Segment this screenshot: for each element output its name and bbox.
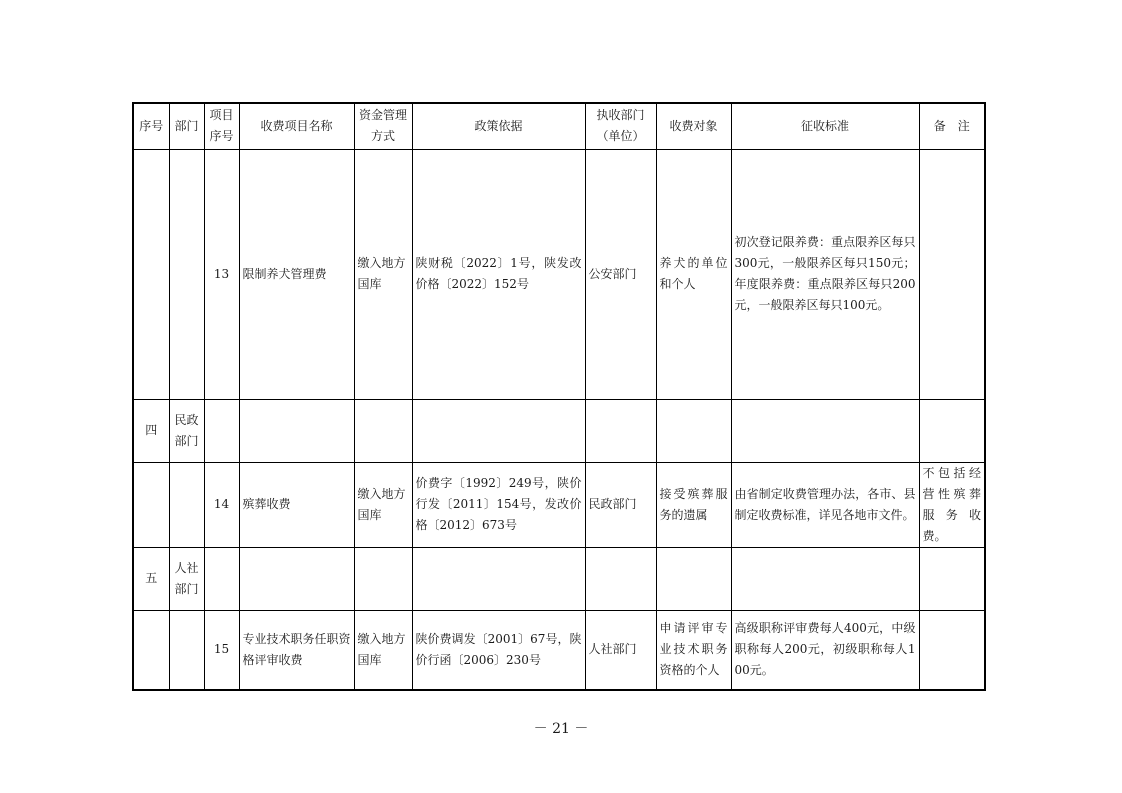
fee-items-table [132,102,986,691]
table-row [133,462,985,547]
header-collector: 执收部门（单位） [585,103,656,149]
cell-item-no: 14 [204,462,239,547]
cell-category-seq: 五 [133,547,169,610]
cell-empty [585,399,656,462]
cell-item-no: 15 [204,610,239,690]
cell-policy: 陕价费调发〔2001〕67号，陕价行函〔2006〕230号 [412,610,585,690]
table-header-row [133,103,985,149]
table-row [133,610,985,690]
cell-policy: 价费字〔1992〕249号，陕价行发〔2011〕154号，发改价格〔2012〕673号 [412,462,585,547]
cell-payer: 申请评审专业技术职务资格的个人 [656,610,731,690]
cell-empty [731,399,919,462]
cell-fund-mgmt: 缴入地方国库 [354,462,412,547]
header-fund-mgmt: 资金管理方式 [354,103,412,149]
cell-item-no: 13 [204,149,239,399]
cell-collector: 民政部门 [585,462,656,547]
cell-empty [412,547,585,610]
cell-category-seq: 四 [133,399,169,462]
cell-item-name: 限制养犬管理费 [239,149,354,399]
cell-policy: 陕财税〔2022〕1号，陕发改价格〔2022〕152号 [412,149,585,399]
cell-dept [169,462,204,547]
cell-fund-mgmt: 缴入地方国库 [354,610,412,690]
cell-category-dept: 民政部门 [169,399,204,462]
header-seq: 序号 [133,103,169,149]
header-policy: 政策依据 [412,103,585,149]
cell-empty [656,547,731,610]
category-row [133,547,985,610]
header-item-name: 收费项目名称 [239,103,354,149]
header-payer: 收费对象 [656,103,731,149]
cell-empty [204,399,239,462]
cell-empty [354,399,412,462]
cell-empty [656,399,731,462]
cell-empty [239,399,354,462]
cell-seq [133,149,169,399]
cell-remark [919,610,985,690]
cell-standard: 初次登记限养费：重点限养区每只300元，一般限养区每只150元；年度限养费：重点限养区每只200元，一般限养区每只100元。 [731,149,919,399]
cell-empty [204,547,239,610]
cell-item-name: 专业技术职务任职资格评审收费 [239,610,354,690]
category-row [133,399,985,462]
cell-standard: 高级职称评审费每人400元，中级职称每人200元，初级职称每人100元。 [731,610,919,690]
cell-payer: 养犬的单位和个人 [656,149,731,399]
header-item-no: 项目序号 [204,103,239,149]
cell-empty [919,547,985,610]
cell-seq [133,610,169,690]
cell-standard: 由省制定收费管理办法，各市、县制定收费标准，详见各地市文件。 [731,462,919,547]
cell-category-dept: 人社部门 [169,547,204,610]
header-remark: 备 注 [919,103,985,149]
cell-empty [354,547,412,610]
cell-empty [731,547,919,610]
cell-dept [169,610,204,690]
cell-seq [133,462,169,547]
cell-item-name: 殡葬收费 [239,462,354,547]
cell-remark [919,149,985,399]
page-number: － 21 － [533,721,589,737]
cell-dept [169,149,204,399]
cell-empty [585,547,656,610]
header-standard: 征收标准 [731,103,919,149]
cell-empty [919,399,985,462]
cell-collector: 公安部门 [585,149,656,399]
header-dept: 部门 [169,103,204,149]
cell-remark: 不包括经营性殡葬服务收费。 [919,462,985,547]
cell-payer: 接受殡葬服务的遗属 [656,462,731,547]
cell-fund-mgmt: 缴入地方国库 [354,149,412,399]
table-row [133,149,985,399]
cell-empty [412,399,585,462]
cell-empty [239,547,354,610]
cell-collector: 人社部门 [585,610,656,690]
